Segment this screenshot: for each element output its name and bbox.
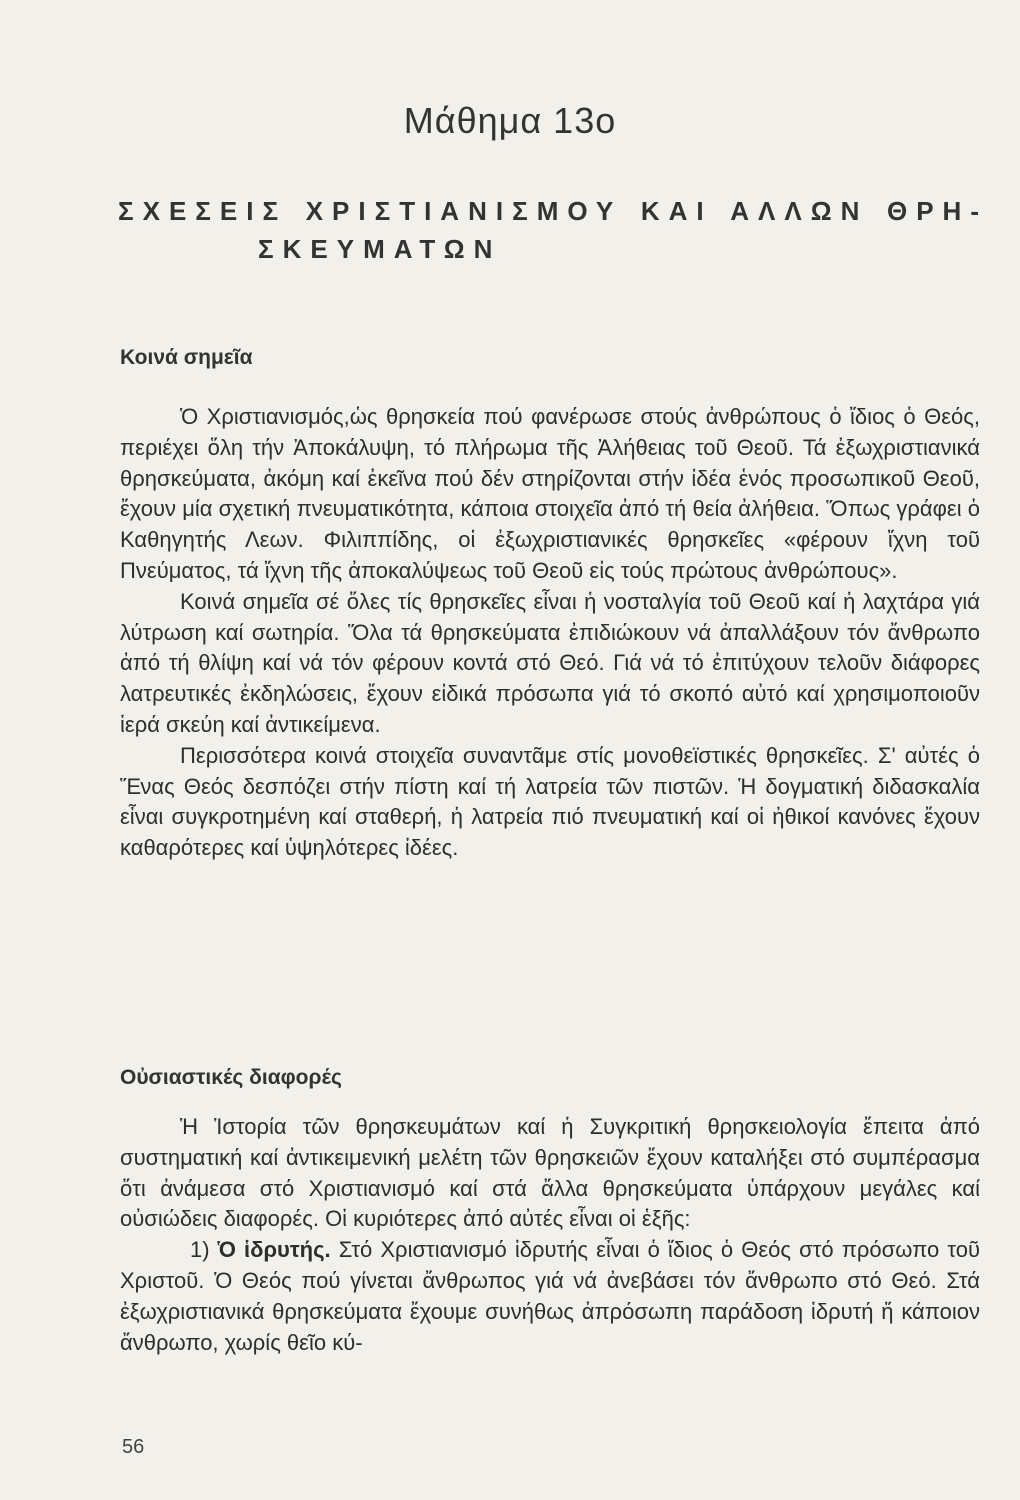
- chapter-title-line1: ΣΧΕΣΕΙΣ ΧΡΙΣΤΙΑΝΙΣΜΟΥ ΚΑΙ ΑΛΛΩΝ ΘΡΗ-: [118, 196, 988, 226]
- numbered-item: [120, 1235, 980, 1358]
- section-heading-essential-differences: Οὐσιαστικές διαφορές: [120, 1066, 342, 1089]
- section-common-points-body: [120, 402, 980, 864]
- section-differences-body: [120, 1112, 980, 1358]
- paragraph: Ὁ Χριστιανισμός,ὡς θρησκεία πού φανέρωσε στούς ἀνθρώπους ὁ ἴδιος ὁ Θεός, περιέχει ὅλη τήν Ἀποκάλυψη, τό πλήρωμα τῆς Ἀλήθειας τοῦ Θεοῦ. Τά ἐξωχριστιανικά θρησκεύματα, ἀκόμη καί ἐκεῖνα πού δέν στηρίζονται στήν ἰδέα ἑνός προσωπικοῦ Θεοῦ, ἔχουν μία σχετική πνευματικότητα, κάποια στοιχεῖα ἀπό τή θεία ἀλήθεια. Ὅπως γράφει ὁ Καθηγητής Λεων. Φιλιππίδης, οἱ ἐξωχριστιανικές θρησκεῖες «φέρουν ἴχνη τοῦ Πνεύματος, τά ἴχνη τῆς ἀποκαλύψεως τοῦ Θεοῦ εἰς τούς πρώτους ἀνθρώπους».: [120, 404, 980, 583]
- chapter-title-line2: ΣΚΕΥΜΑΤΩΝ: [258, 234, 502, 264]
- paragraph: Κοινά σημεῖα σέ ὅλες τίς θρησκεῖες εἶναι ἡ νοσταλγία τοῦ Θεοῦ καί ἡ λαχτάρα γιά λύτρωση καί σωτηρία. Ὅλα τά θρησκεύματα ἐπιδιώκουν νά ἀπαλλάξουν τόν ἄνθρωπο ἀπό τή θλίψη καί νά τόν φέρουν κοντά στό Θεό. Γιά νά τό ἐπιτύχουν τελοῦν διάφορες λατρευτικές ἐκδηλώσεις, ἔχουν εἰδικά πρόσωπα γιά τό σκοπό αὐτό καί χρησιμοποιοῦν ἱερά σκεύη καί ἀντικείμενα.: [120, 588, 980, 737]
- paragraph: Ἡ Ἱστορία τῶν θρησκευμάτων καί ἡ Συγκριτική θρησκειολογία ἔπειτα ἀπό συστηματική καί ἀντικειμενική μελέτη τῶν θρησκειῶν ἔχουν καταλήξει στό συμπέρασμα ὅτι ἀνάμεσα στό Χριστιανισμό καί στά ἄλλα θρησκεύματα ὑπάρχουν μεγάλες καί οὐσιώδεις διαφορές. Οἱ κυριότερες ἀπό αὐτές εἶναι οἱ ἑξῆς:: [120, 1114, 980, 1232]
- paragraph: Περισσότερα κοινά στοιχεῖα συναντᾶμε στίς μονοθεϊστικές θρησκεῖες. Σ' αὐτές ὁ Ἕνας Θεός δεσπόζει στήν πίστη καί τή λατρεία τῶν πιστῶν. Ἡ δογματική διδασκαλία εἶναι συγκροτημένη καί σταθερή, ἡ λατρεία πιό πνευματική καί οἱ ἠθικοί κανόνες ἔχουν καθαρότερες καί ὑψηλότερες ἰδέες.: [120, 742, 980, 861]
- chapter-title: [118, 192, 988, 268]
- page-number: 56: [122, 1436, 145, 1458]
- item-heading: Ὁ ἱδρυτής.: [217, 1237, 331, 1263]
- section-heading-common-points: Κοινά σημεῖα: [120, 346, 253, 369]
- item-number: 1): [190, 1237, 210, 1263]
- lesson-title: Μάθημα 13ο: [403, 100, 617, 141]
- item-text: Στό Χριστιανισμό ἱδρυτής εἶναι ὁ ἴδιος ὁ Θεός στό πρόσωπο τοῦ Χριστοῦ. Ὁ Θεός πού γίνεται ἄνθρωπος γιά νά ἀνεβάσει τόν ἄνθρωπο στό Θεό. Στά ἐξωχριστιανικά θρησκεύματα ἔχουμε συνήθως ἀπρόσωπη παράδοση ἱδρυτή ἤ κάποιον ἄνθρωπο, χωρίς θεῖο κύ-: [120, 1237, 980, 1355]
